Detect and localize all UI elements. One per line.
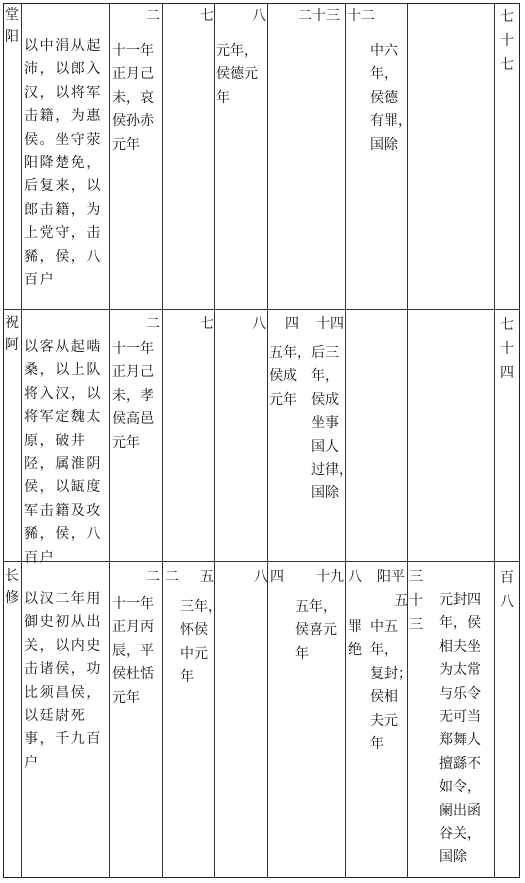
reign-entry: 五年， 侯成 元年: [269, 345, 311, 408]
reign-entry: 罪 绝: [348, 619, 362, 659]
year-count: 二十三: [298, 8, 340, 24]
reign-entry: 十一年 正月己 未，哀 侯孙赤 元年: [112, 43, 154, 153]
year-count: 七: [200, 8, 214, 24]
col-divider: [494, 4, 495, 877]
year-count: 十: [409, 593, 423, 609]
col-divider: [21, 4, 22, 877]
year-count: 四: [270, 569, 284, 585]
year-count: 五: [200, 569, 214, 585]
rank-order: 七十四: [500, 317, 514, 381]
col-divider: [162, 4, 163, 877]
reign-entry: 元封四 年，侯 相夫坐 为太常 与乐令 无可当 郑舞人 擅繇不 如令， 阑出函 谷关， 国除: [439, 592, 481, 866]
year-count: 五: [394, 593, 408, 609]
fief-name: 阳平: [377, 569, 405, 585]
year-count: 二: [165, 569, 179, 585]
rank-order: 百八: [500, 570, 514, 610]
year-count: 二: [146, 8, 160, 24]
year-count: 三: [409, 617, 423, 633]
table-frame: [3, 3, 520, 878]
year-count: 二: [146, 316, 160, 332]
merit-description: 以汉二年用御史初从出关，以内史击诸侯，功比须昌侯，以廷尉死事，千九百户: [24, 591, 102, 771]
reign-entry: 十一年 正月己 未，孝 侯高邑 元年: [112, 341, 154, 451]
marquis-name: 祝阿: [5, 315, 19, 353]
year-count: 八: [252, 8, 266, 24]
marquis-name: 堂阳: [5, 7, 19, 45]
year-count: 十二: [347, 8, 375, 24]
reign-entry: 十一年 正月丙 辰，平 侯杜恬 元年: [112, 596, 154, 706]
year-count: 十九: [316, 569, 344, 585]
merit-description: 以中涓从起沛，以郎入汉，以将军击籍，为惠侯。坐守荥阳降楚免，后复来，以郎击籍，为上党守，击豨，侯，八百户: [24, 38, 102, 289]
rank-order: 七十七: [500, 9, 514, 73]
reign-entry: 元年， 侯德元 年: [216, 43, 258, 106]
row-divider: [4, 309, 519, 310]
year-count: 七: [200, 316, 214, 332]
reign-entry: 后三 年， 侯成 坐事 国人 过律， 国除: [311, 345, 353, 502]
year-count: 三: [409, 569, 423, 585]
year-count: 八: [254, 569, 268, 585]
reign-entry: 中五 年， 复封； 侯相 夫元 年: [370, 619, 412, 753]
year-count: 四: [285, 316, 299, 332]
year-count: 八: [252, 316, 266, 332]
reign-entry: 五年， 侯喜元 年: [295, 599, 337, 662]
year-count: 二: [146, 569, 160, 585]
col-divider: [267, 4, 268, 877]
year-count: 十四: [316, 316, 344, 332]
reign-entry: 中六 年， 侯德 有罪， 国除: [370, 43, 412, 153]
year-count: 八: [348, 569, 362, 585]
marquis-name: 长修: [5, 568, 19, 606]
col-divider: [214, 4, 215, 877]
reign-entry: 三年， 怀侯 中元 年: [180, 599, 222, 686]
merit-description: 以客从起啮桑，以上队将入汉，以将军定魏太原，破井陉，属淮阴侯，以缻度军击籍及攻豨，侯，八百户: [24, 339, 102, 566]
